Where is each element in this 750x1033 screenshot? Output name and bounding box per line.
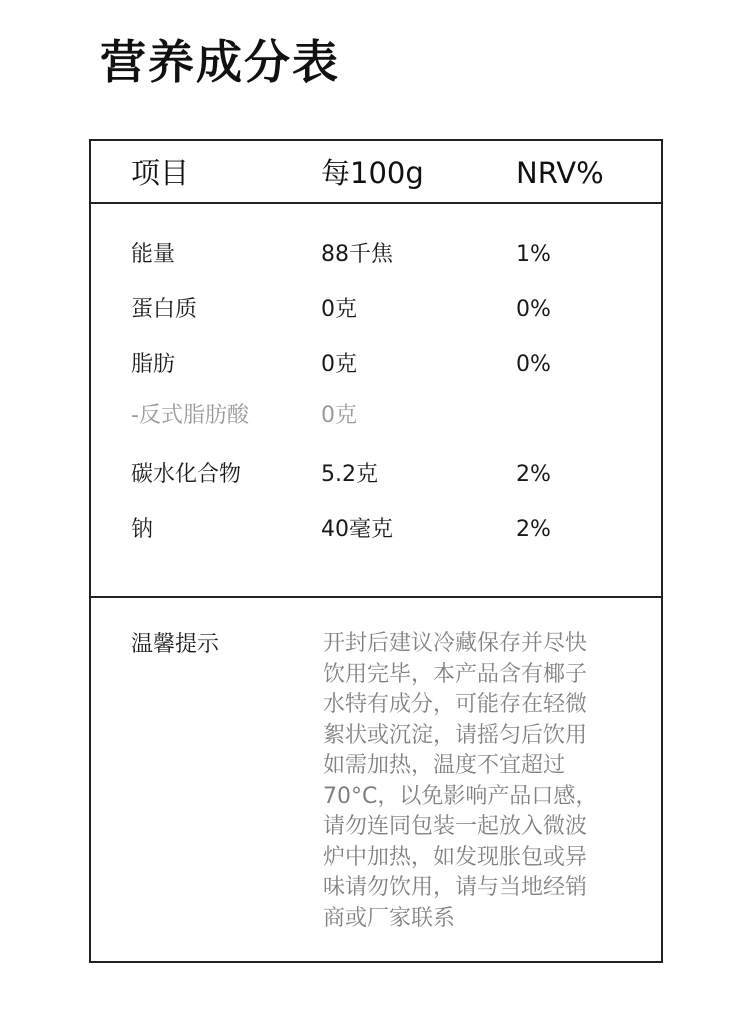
tips-line: 开封后建议冷藏保存并尽快 <box>323 631 588 656</box>
tips-line: 请勿连同包装一起放入微波 <box>323 814 588 839</box>
tips-line: 商或厂家联系 <box>323 905 456 931</box>
section-divider <box>91 596 661 598</box>
nutrient-nrv: 0% <box>516 297 551 322</box>
tips-line: 饮用完毕，本产品含有椰子 <box>323 661 588 687</box>
table-row-trans-fat <box>91 400 661 432</box>
nutrient-name: 碳水化合物 <box>131 462 242 487</box>
nutrient-nrv: 0% <box>516 352 551 377</box>
tips-line: 炉中加热，如发现胀包或异 <box>323 844 588 870</box>
header-nrv: NRV% <box>516 156 604 190</box>
header-item: 项目 <box>131 156 190 190</box>
tips-line: 如需加热，温度不宜超过 <box>323 753 566 778</box>
tips-label: 温馨提示 <box>131 632 220 657</box>
nutrient-name: 钠 <box>131 517 154 542</box>
tips-line: 味请勿饮用，请与当地经销 <box>323 875 588 900</box>
nutrient-amount: 5.2克 <box>321 462 378 487</box>
table-row-carbohydrate <box>91 459 661 491</box>
nutrient-name: 脂肪 <box>131 352 176 377</box>
nutrient-name: 蛋白质 <box>131 297 198 322</box>
tips-line: 70°C，以免影响产品口感， <box>323 783 598 809</box>
nutrient-amount: 40毫克 <box>321 517 393 542</box>
nutrient-amount: 0克 <box>321 297 357 322</box>
nutrition-table <box>89 139 663 963</box>
nutrient-amount: 0克 <box>321 403 357 428</box>
tips-line: 水特有成分，可能存在轻微 <box>323 692 588 717</box>
nutrient-amount: 88千焦 <box>321 242 393 267</box>
table-header-row <box>91 141 661 204</box>
nutrient-nrv: 2% <box>516 517 551 542</box>
tips-line: 絮状或沉淀，请摇匀后饮用 <box>323 722 588 748</box>
nutrient-amount: 0克 <box>321 352 357 377</box>
nutrient-name: -反式脂肪酸 <box>131 403 249 428</box>
nutrient-nrv: 1% <box>516 242 551 267</box>
tips-text <box>323 629 623 934</box>
table-row-fat <box>91 349 661 381</box>
nutrient-name: 能量 <box>131 242 176 267</box>
table-row-sodium <box>91 514 661 546</box>
nutrient-nrv: 2% <box>516 462 551 487</box>
header-per-100g: 每100g <box>321 156 424 190</box>
table-row-protein <box>91 294 661 326</box>
page-title: 营养成分表 <box>100 35 340 89</box>
table-row-energy <box>91 239 661 271</box>
